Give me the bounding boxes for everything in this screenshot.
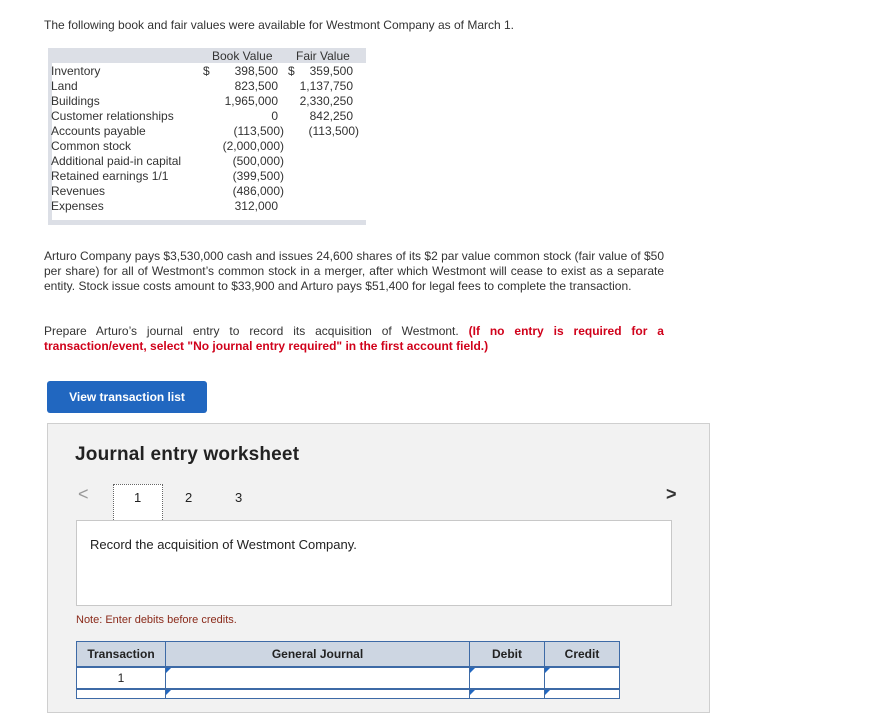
row-label: Common stock: [51, 139, 132, 153]
view-transaction-list-button[interactable]: View transaction list: [47, 381, 207, 413]
value-row: [51, 94, 363, 109]
row-label: Accounts payable: [51, 124, 146, 138]
input-marker-icon: [545, 690, 550, 695]
value-row: [51, 64, 363, 79]
row-label: Land: [51, 79, 78, 93]
page-tab-2[interactable]: 2: [185, 490, 193, 505]
row-label: Revenues: [51, 184, 106, 198]
value-row: [51, 124, 363, 139]
row-label: Additional paid-in capital: [51, 154, 182, 168]
book-value: (486,000): [232, 184, 284, 198]
intro-text: The following book and fair values were available for Westmont Company as of March 1.: [44, 18, 515, 32]
currency-symbol: $: [288, 64, 295, 78]
fair-value: 842,250: [309, 109, 353, 123]
page-tab-3[interactable]: 3: [235, 490, 243, 505]
value-row: [51, 139, 363, 154]
fair-value: 359,500: [309, 64, 353, 78]
credit-input-cell[interactable]: [544, 689, 620, 699]
transaction-number-cell: [76, 689, 166, 699]
chevron-right-icon[interactable]: >: [666, 484, 677, 504]
account-select-cell[interactable]: [165, 689, 470, 699]
dropdown-marker-icon: [166, 690, 171, 695]
credit-input-cell[interactable]: [544, 667, 620, 689]
value-row: [51, 109, 363, 124]
row-label: Inventory: [51, 64, 101, 78]
chevron-left-icon[interactable]: <: [78, 484, 89, 504]
dropdown-marker-icon: [166, 668, 171, 673]
currency-symbol: $: [203, 64, 210, 78]
column-header-transaction: Transaction: [76, 641, 166, 667]
value-row: [51, 184, 363, 199]
book-value: (113,500): [233, 124, 284, 138]
debit-input-cell[interactable]: [469, 667, 545, 689]
book-value: 0: [271, 109, 278, 123]
instruction-note: (If no entry is required for a transaction/event, select "No journal entry required" in the first account field.): [44, 324, 664, 353]
input-marker-icon: [470, 690, 475, 695]
input-marker-icon: [545, 668, 550, 673]
row-label: Expenses: [51, 199, 104, 213]
account-select-cell[interactable]: [165, 667, 470, 689]
book-value: 312,000: [234, 199, 278, 213]
row-label: Retained earnings 1/1: [51, 169, 169, 183]
values-table-bottom-bar: [48, 220, 366, 225]
value-row: [51, 199, 363, 214]
record-text: Record the acquisition of Westmont Company.: [90, 537, 357, 552]
page-tab-1[interactable]: 1: [134, 490, 142, 505]
values-table: [48, 48, 366, 226]
column-header-debit: Debit: [469, 641, 545, 667]
fair-value: 2,330,250: [299, 94, 353, 108]
book-value: (2,000,000): [222, 139, 284, 153]
value-row: [51, 154, 363, 169]
row-label: Buildings: [51, 94, 100, 108]
row-label: Customer relationships: [51, 109, 174, 123]
debit-input-cell[interactable]: [469, 689, 545, 699]
instruction-main: Prepare Arturo’s journal entry to record its acquisition of Westmont.: [44, 324, 459, 338]
header-fair-value: Fair Value: [296, 49, 350, 63]
worksheet-title: Journal entry worksheet: [75, 444, 300, 465]
instruction-text: [44, 324, 664, 354]
note-text: Note: Enter debits before credits.: [76, 614, 237, 626]
transaction-number-cell: 1: [76, 667, 166, 689]
book-value: (500,000): [232, 154, 284, 168]
column-header-general-journal: General Journal: [165, 641, 470, 667]
fair-value: (113,500): [308, 124, 359, 138]
book-value: 1,965,000: [224, 94, 278, 108]
value-row: [51, 79, 363, 94]
book-value: 823,500: [234, 79, 278, 93]
header-book-value: Book Value: [212, 49, 273, 63]
value-row: [51, 169, 363, 184]
input-marker-icon: [470, 668, 475, 673]
book-value: 398,500: [234, 64, 278, 78]
book-value: (399,500): [232, 169, 284, 183]
fair-value: 1,137,750: [299, 79, 353, 93]
column-header-credit: Credit: [544, 641, 620, 667]
record-box: [76, 520, 672, 606]
problem-paragraph: Arturo Company pays $3,530,000 cash and issues 24,600 shares of its $2 par value common stock (fair value of $50 per share) for all of Westmont’s common stock in a merger, after which Westmont will cease to exist as a separate entity. Stock issue costs amount to $33,900 and Arturo pays $51,400 for legal fees to complete the transaction.: [44, 249, 664, 293]
